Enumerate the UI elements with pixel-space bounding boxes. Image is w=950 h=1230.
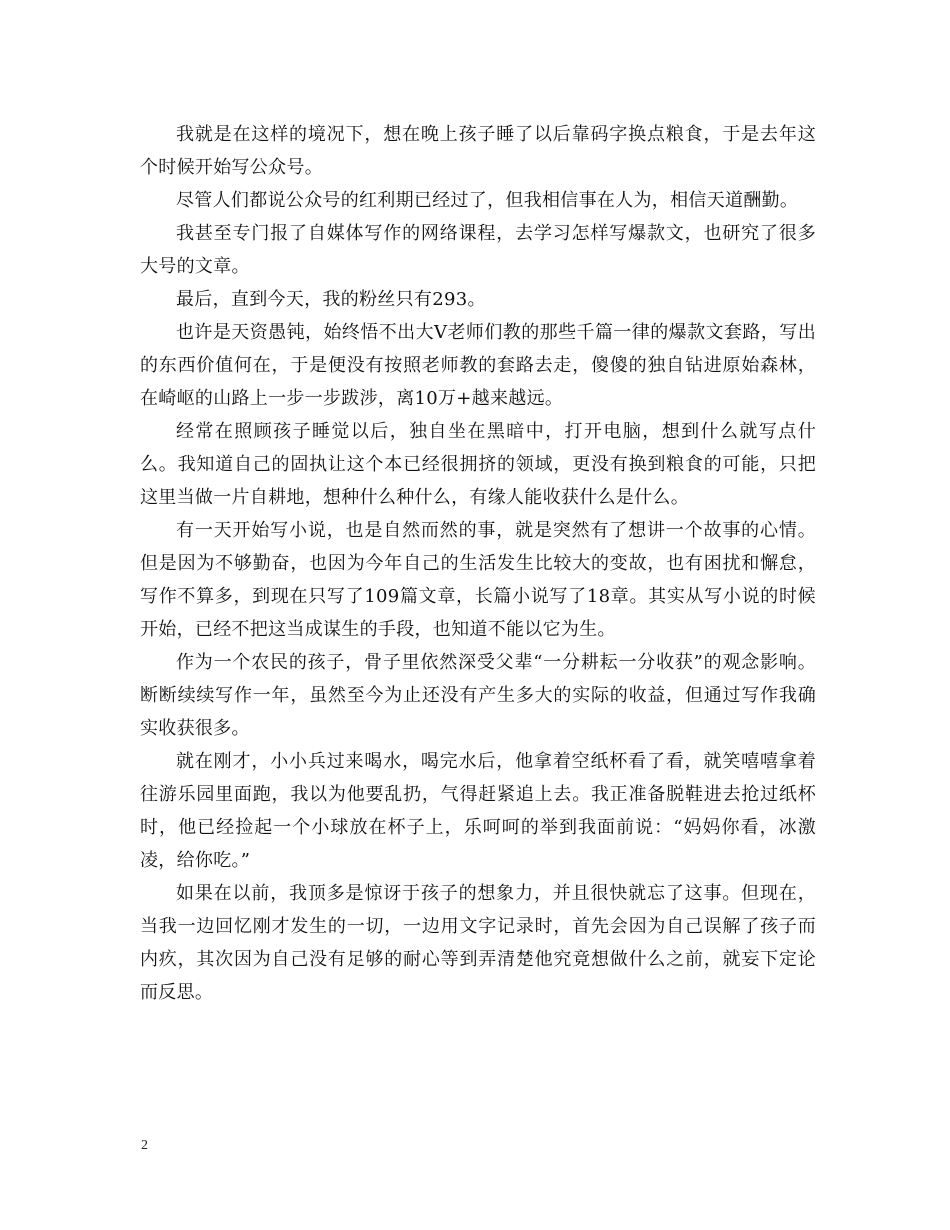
- paragraph: 经常在照顾孩子睡觉以后，独自坐在黑暗中，打开电脑，想到什么就写点什么。我知道自己的固执让这个本已经很拥挤的领域，更没有换到粮食的可能，只把这里当做一片自耕地，想种什么种什么，有缘人能收获什么是什么。: [140, 421, 816, 508]
- paragraph: 最后，直到今天，我的粉丝只有293。: [176, 289, 486, 310]
- paragraph: 就在刚才，小小兵过来喝水，喝完水后，他拿着空纸杯看了看，就笑嘻嘻拿着往游乐园里面跑，我以为他要乱扔，气得赶紧追上去。我正准备脱鞋进去抢过纸杯时，他已经捡起一个小球放在杯子上，乐呵呵的举到我面前说：“妈妈你看，冰激凌，给你吃。”: [140, 751, 816, 871]
- paragraph: 我甚至专门报了自媒体写作的网络课程，去学习怎样写爆款文，也研究了很多大号的文章。: [140, 223, 816, 277]
- paragraph: 我就是在这样的境况下，想在晚上孩子睡了以后靠码字换点粮食，于是去年这个时候开始写公众号。: [140, 124, 816, 178]
- document-body: [140, 118, 816, 1009]
- paragraph: 作为一个农民的孩子，骨子里依然深受父辈“一分耕耘一分收获”的观念影响。断断续续写作一年，虽然至今为止还没有产生多大的实际的收益，但通过写作我确实收获很多。: [140, 652, 816, 739]
- paragraph: 也许是天资愚钝，始终悟不出大V老师们教的那些千篇一律的爆款文套路，写出的东西价值何在，于是便没有按照老师教的套路去走，傻傻的独自钻进原始森林，在崎岖的山路上一步一步跋涉，离10万+越来越远。: [140, 322, 816, 409]
- paragraph: 尽管人们都说公众号的红利期已经过了，但我相信事在人为，相信天道酬勤。: [176, 190, 799, 211]
- page-number: 2: [141, 1138, 148, 1153]
- paragraph: 有一天开始写小说，也是自然而然的事，就是突然有了想讲一个故事的心情。但是因为不够勤奋，也因为今年自己的生活发生比较大的变故，也有困扰和懈怠，写作不算多，到现在只写了109篇文章，长篇小说写了18章。其实从写小说的时候开始，已经不把这当成谋生的手段，也知道不能以它为生。: [140, 520, 816, 640]
- paragraph: 如果在以前，我顶多是惊讶于孩子的想象力，并且很快就忘了这事。但现在，当我一边回忆刚才发生的一切，一边用文字记录时，首先会因为自己误解了孩子而内疚，其次因为自己没有足够的耐心等到弄清楚他究竟想做什么之前，就妄下定论而反思。: [140, 883, 816, 1003]
